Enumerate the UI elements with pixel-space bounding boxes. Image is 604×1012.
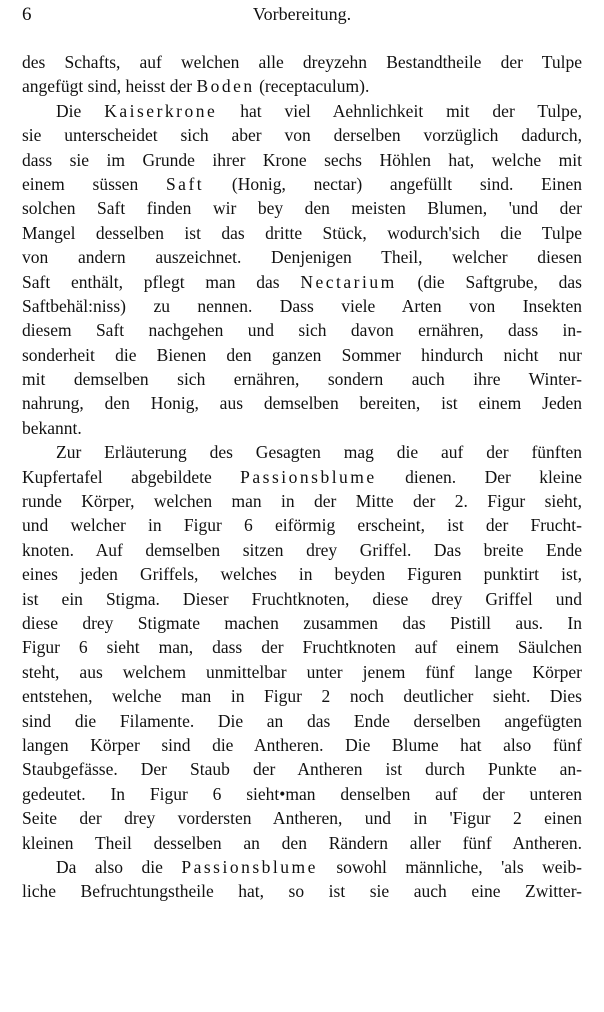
text-line: steht, aus welchem unmittelbar unter jenem fünf lange Körper	[22, 661, 582, 682]
text-line: ist ein Stigma. Dieser Fruchtknoten, diese drey Griffel und	[22, 588, 582, 609]
text-line: Staubgefässe. Der Staub der Antheren ist durch Punkte an-	[22, 759, 582, 780]
text-line: Mangel desselben ist das dritte Stück, wodurch'sich die Tulpe	[22, 222, 582, 243]
text-line: und welcher in Figur 6 eiförmig erscheint, ist der Frucht-	[22, 515, 582, 536]
text-line: kleinen Theil desselben an den Rändern aller fünf Antheren.	[22, 832, 582, 853]
text-line: angefügt sind, heisst der Boden (receptaculum).	[22, 76, 370, 97]
page-number: 6	[22, 4, 32, 25]
text-line: Seite der drey vordersten Antheren, und in 'Figur 2 einen	[22, 808, 582, 829]
text-line: gedeutet. In Figur 6 sieht•man denselben auf der unteren	[22, 783, 582, 804]
text-line: von andern auszeichnet. Denjenigen Theil, welcher diesen	[22, 247, 582, 268]
text-line: nahrung, den Honig, aus demselben bereiten, ist einem Jeden	[22, 393, 582, 414]
text-line: runde Körper, welchen man in der Mitte der 2. Figur sieht,	[22, 491, 582, 512]
text-line: langen Körper sind die Antheren. Die Blume hat also fünf	[22, 734, 582, 755]
text-line: Saftbehäl:niss) zu nennen. Dass viele Arten von Insekten	[22, 295, 582, 316]
text-line: Die Kaiserkrone hat viel Aehnlichkeit mit der Tulpe,	[56, 100, 582, 121]
text-line: Figur 6 sieht man, dass der Fruchtknoten auf einem Säulchen	[22, 637, 582, 658]
text-line: Zur Erläuterung des Gesagten mag die auf der fünften	[56, 442, 582, 463]
text-line: bekannt.	[22, 417, 82, 438]
text-line: des Schafts, auf welchen alle dreyzehn Bestandtheile der Tulpe	[22, 52, 582, 72]
body-text	[22, 50, 582, 904]
text-line: solchen Saft finden wir bey den meisten Blumen, 'und der	[22, 198, 582, 219]
text-line: dass sie im Grunde ihrer Krone sechs Höhlen hat, welche mit	[22, 149, 582, 170]
text-line: Kupfertafel abgebildete Passionsblume dienen. Der kleine	[22, 466, 582, 487]
text-line: sie unterscheidet sich aber von derselben vorzüglich dadurch,	[22, 125, 582, 146]
running-title: Vorbereitung.	[252, 4, 352, 24]
text-line: entstehen, welche man in Figur 2 noch deutlicher sieht. Dies	[22, 686, 582, 707]
text-line: diesem Saft nachgehen und sich davon ernähren, dass in-	[22, 320, 582, 341]
text-line: mit demselben sich ernähren, sondern auch ihre Winter-	[22, 369, 582, 390]
text-line: diese drey Stigmate machen zusammen das Pistill aus. In	[22, 612, 582, 633]
text-line: liche Befruchtungstheile hat, so ist sie auch eine Zwitter-	[22, 881, 582, 902]
text-line: sind die Filamente. Die an das Ende derselben angefügten	[22, 710, 582, 731]
text-line: einem süssen Saft (Honig, nectar) angefüllt sind. Einen	[22, 173, 582, 194]
page-header	[22, 4, 582, 28]
text-line: sonderheit die Bienen den ganzen Sommer hindurch nicht nur	[22, 344, 582, 365]
text-line: Da also die Passionsblume sowohl männliche, 'als weib-	[56, 856, 582, 877]
text-line: knoten. Auf demselben sitzen drey Griffel. Das breite Ende	[22, 539, 582, 560]
text-line: Saft enthält, pflegt man das Nectarium (die Saftgrube, das	[22, 271, 582, 292]
text-line: eines jeden Griffels, welches in beyden Figuren punktirt ist,	[22, 564, 582, 585]
